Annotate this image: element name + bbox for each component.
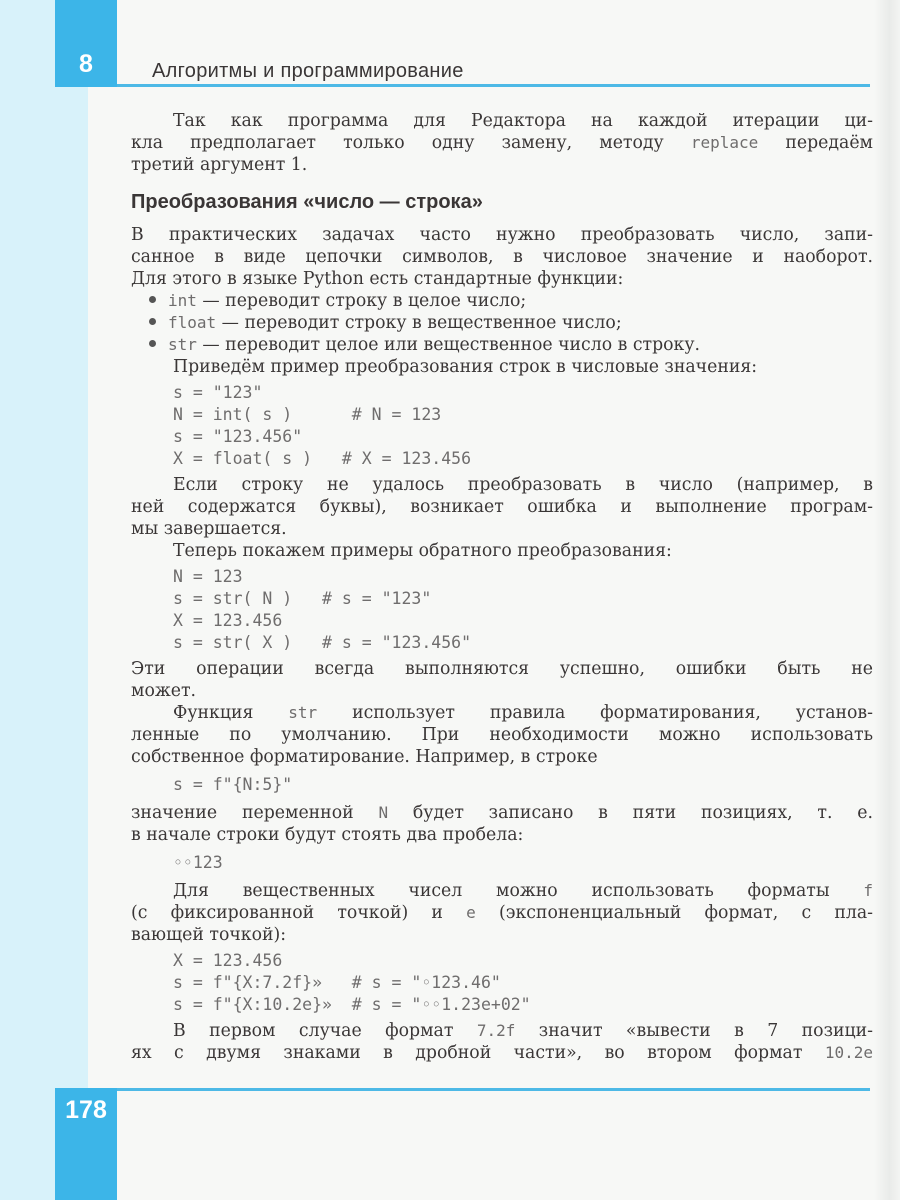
inline-code: 10.2e [824, 1043, 873, 1062]
paragraph-line [131, 356, 873, 378]
paragraph-line [131, 658, 873, 680]
text: может. [131, 681, 197, 701]
text: Для вещественных чисел можно использовать форматы [173, 881, 864, 901]
code-line: ◦◦123 [173, 853, 223, 872]
text: ях с двумя знаками в дробной части», во втором формат [131, 1043, 825, 1063]
text: значение переменной [131, 803, 379, 823]
text: В практических задачах часто нужно преобразовать число, запи- [131, 225, 873, 245]
page-margin [0, 0, 88, 1200]
inline-code: N [378, 803, 389, 822]
chapter-number: 8 [79, 50, 93, 78]
text: Теперь покажем примеры обратного преобразования: [173, 541, 672, 561]
text: ней содержатся буквы), возникает ошибка и выполнение програм- [131, 497, 873, 517]
chapter-number-tab [55, 0, 117, 87]
page-number: 178 [65, 1096, 107, 1124]
inline-code: int [168, 291, 197, 310]
page-content [131, 110, 873, 1064]
paragraph-line [131, 1020, 873, 1042]
text: использует правила форматирования, установ- [317, 703, 874, 723]
paragraph-line [131, 154, 873, 176]
text: собственное форматирование. Например, в строке [131, 747, 598, 767]
code-line: s = str( X ) # s = "123.456" [173, 633, 472, 652]
text: кла предполагает только одну замену, методу [131, 133, 691, 153]
inline-code: float [168, 313, 217, 332]
paragraph-line [131, 802, 873, 824]
text: Если строку не удалось преобразовать в число (например, в [173, 475, 873, 495]
code-line: X = 123.456 [173, 611, 283, 630]
code-line: X = float( s ) # X = 123.456 [173, 449, 472, 468]
text: В первом случае формат [173, 1021, 477, 1041]
paragraph-line [131, 1042, 873, 1064]
section-heading: Преобразования «число — строка» [131, 191, 483, 213]
text: Приведём пример преобразования строк в числовые значения: [173, 357, 758, 377]
paragraph-line [131, 680, 873, 702]
text: в начале строки будут стоять два пробела: [131, 825, 524, 845]
text: мы завершается. [131, 519, 287, 539]
text: третий аргумент 1. [131, 155, 308, 175]
inline-code: replace [690, 133, 759, 152]
text: — переводит строку в вещественное число; [216, 313, 622, 333]
text: будет записано в пяти позициях, т. е. [388, 803, 874, 823]
paragraph-line [131, 824, 873, 846]
inline-code: e [466, 903, 476, 922]
text: (с фиксированной точкой) и [131, 903, 467, 923]
text: вающей точкой): [131, 925, 287, 945]
inline-code: 7.2f [476, 1021, 516, 1040]
inline-code: str [168, 335, 197, 354]
code-line: s = f"{N:5}" [173, 775, 293, 794]
bullet-icon [149, 296, 156, 303]
paragraph-line [131, 224, 873, 246]
paragraph-line [131, 496, 873, 518]
code-line: X = 123.456 [173, 951, 283, 970]
paragraph-line [131, 702, 873, 724]
text: — переводит целое или вещественное число в строку. [196, 335, 700, 355]
footer-rule [117, 1088, 870, 1091]
text: (экспоненциальный формат, с пла- [475, 903, 873, 923]
header-rule [117, 84, 870, 87]
text: значит «вывести в 7 позици- [515, 1021, 874, 1041]
paragraph-line [131, 518, 873, 540]
paragraph-line [131, 132, 873, 154]
running-header-title: Алгоритмы и программирование [152, 60, 464, 82]
paragraph-line [131, 746, 873, 768]
code-line: s = f"{X:7.2f}» # s = "◦123.46" [173, 973, 501, 992]
paragraph-line [131, 246, 873, 268]
inline-code: f [863, 881, 873, 900]
bullet-item [131, 312, 873, 334]
paragraph-line [131, 724, 873, 746]
page-number-tab [55, 1088, 117, 1200]
text: ленные по умолчанию. При необходимости можно использовать [131, 725, 873, 745]
bullet-icon [149, 340, 156, 347]
paragraph-line [131, 880, 873, 902]
code-line: s = "123" [173, 383, 263, 402]
paragraph-line [131, 110, 873, 132]
text: Эти операции всегда выполняются успешно, ошибки быть не [131, 659, 873, 679]
bullet-item [131, 290, 873, 312]
code-line: s = f"{X:10.2e}» # s = "◦◦1.23e+02" [173, 995, 531, 1014]
paragraph-line [131, 902, 873, 924]
text: санное в виде цепочки символов, в числовое значение и наоборот. [131, 247, 873, 267]
text: Для этого в языке Python есть стандартные функции: [131, 269, 624, 289]
paragraph-line [131, 540, 873, 562]
text: Функция [173, 703, 289, 723]
text: — переводит строку в целое число; [196, 291, 527, 311]
code-line: s = str( N ) # s = "123" [173, 589, 432, 608]
bullet-item [131, 334, 873, 356]
inline-code: str [288, 703, 318, 722]
text: передаём [758, 133, 873, 153]
page-gutter-shadow [874, 0, 900, 1200]
paragraph-line [131, 924, 873, 946]
code-line: N = 123 [173, 567, 243, 586]
bullet-icon [149, 318, 156, 325]
code-line: s = "123.456" [173, 427, 303, 446]
paragraph-line [131, 268, 873, 290]
text: Так как программа для Редактора на каждой итерации ци- [173, 111, 873, 131]
paragraph-line [131, 474, 873, 496]
code-line: N = int( s ) # N = 123 [173, 405, 442, 424]
